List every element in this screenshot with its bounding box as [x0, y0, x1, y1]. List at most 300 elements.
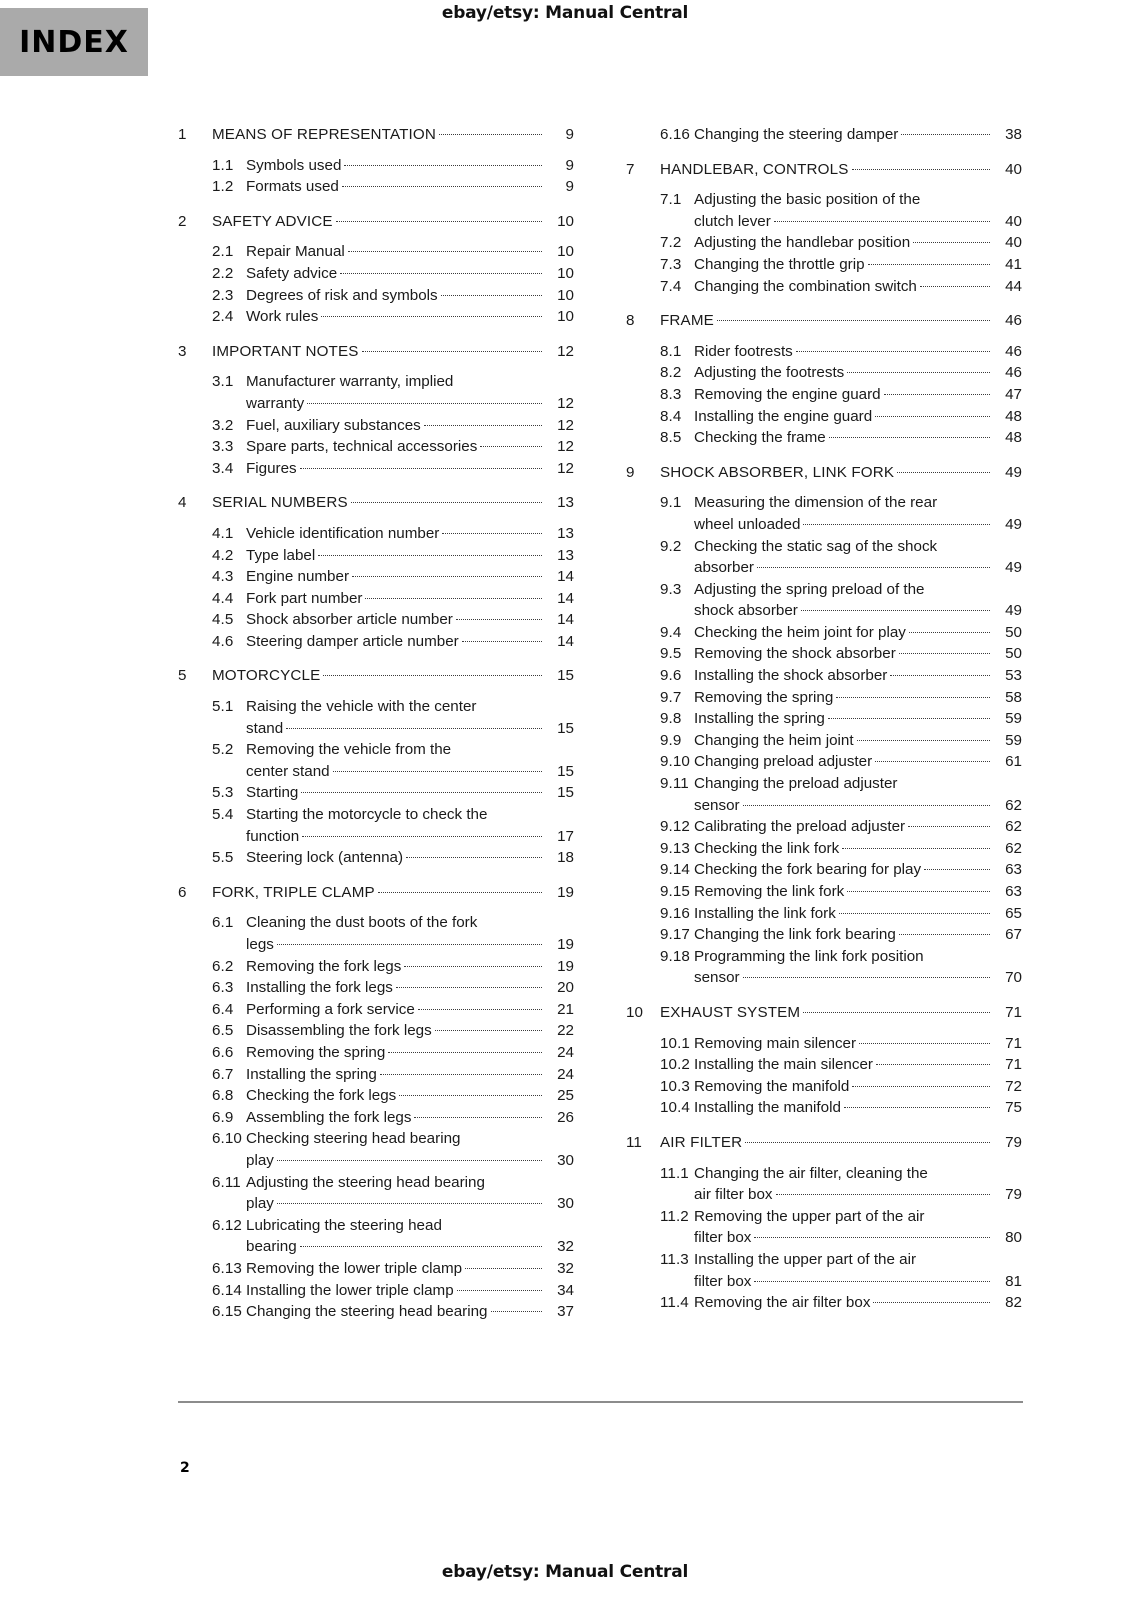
toc-entry-title: AIR FILTER: [660, 1133, 743, 1151]
toc-section-entry[interactable]: [178, 1085, 574, 1107]
toc-entry-title: FORK, TRIPLE CLAMP: [212, 883, 375, 901]
toc-entry-page: 37: [557, 1303, 574, 1321]
toc-entry-page: 59: [1005, 710, 1022, 728]
toc-entry-number: 9.4: [660, 623, 682, 641]
toc-section-entry[interactable]: [626, 406, 1022, 428]
toc-section-entry[interactable]: [178, 1258, 574, 1280]
toc-section-entry[interactable]: [178, 1215, 574, 1258]
toc-entry-page: 15: [557, 719, 574, 737]
toc-section-entry[interactable]: [178, 609, 574, 631]
toc-entry-number: 5: [178, 667, 187, 685]
toc-entry-number: 4: [178, 494, 187, 512]
toc-section-entry[interactable]: [626, 946, 1022, 989]
toc-section-entry[interactable]: [626, 838, 1022, 860]
toc-entry-number: 6.11: [212, 1173, 241, 1191]
toc-entry-number: 9.1: [660, 494, 682, 512]
toc-section-entry[interactable]: [626, 1249, 1022, 1292]
toc-entry-title: Starting: [246, 784, 299, 802]
toc-section-entry[interactable]: [178, 1020, 574, 1042]
toc-entry-title: Removing the manifold: [694, 1077, 850, 1095]
toc-entry-number: 6.3: [212, 979, 234, 997]
toc-entry-page: 49: [1005, 463, 1022, 481]
toc-section-entry[interactable]: [178, 1064, 574, 1086]
toc-section-entry[interactable]: [626, 665, 1022, 687]
toc-entry-number: 2.3: [212, 286, 234, 304]
toc-entry-number: 11.3: [660, 1250, 689, 1268]
toc-entry-page: 24: [557, 1043, 574, 1061]
toc-entry-number: 10.1: [660, 1034, 690, 1052]
toc-entry-page: 10: [557, 308, 574, 326]
toc-leader-dots: [351, 501, 542, 503]
toc-section-entry[interactable]: [178, 804, 574, 847]
toc-entry-page: 44: [1005, 277, 1022, 295]
toc-leader-dots: [277, 1159, 542, 1161]
toc-leader-dots: [418, 1008, 542, 1010]
toc-entry-title: Changing the combination switch: [694, 277, 917, 295]
toc-section-entry[interactable]: [178, 155, 574, 177]
toc-section-entry[interactable]: [178, 1042, 574, 1064]
toc-entry-title: Disassembling the fork legs: [246, 1022, 432, 1040]
toc-leader-dots: [774, 220, 990, 222]
toc-entry-page: 58: [1005, 688, 1022, 706]
toc-entry-number: 1.2: [212, 178, 234, 196]
toc-entry-title: Adjusting the footrests: [694, 364, 845, 382]
toc-entry-number: 9.16: [660, 904, 690, 922]
toc-leader-dots: [757, 566, 990, 568]
toc-section-entry[interactable]: [626, 362, 1022, 384]
toc-entry-number: 9.17: [660, 926, 690, 944]
toc-section-entry[interactable]: [626, 924, 1022, 946]
toc-entry-page: 81: [1005, 1272, 1022, 1290]
toc-entry-number: 6: [178, 883, 187, 901]
toc-leader-dots: [842, 847, 990, 849]
toc-entry-title-continued: stand: [246, 719, 284, 737]
watermark-bottom: ebay/etsy: Manual Central: [441, 1562, 689, 1582]
toc-entry-page: 46: [1005, 364, 1022, 382]
toc-leader-dots: [424, 424, 542, 426]
toc-section-entry[interactable]: [626, 341, 1022, 363]
toc-entry-page: 62: [1005, 839, 1022, 857]
toc-section-entry[interactable]: [626, 859, 1022, 881]
toc-section-entry[interactable]: [178, 782, 574, 804]
toc-entry-number: 7.3: [660, 255, 682, 273]
toc-entry-page: 12: [557, 394, 574, 412]
toc-section-entry[interactable]: [178, 523, 574, 545]
toc-section-entry[interactable]: [626, 1163, 1022, 1206]
toc-entry-title-continued: wheel unloaded: [694, 515, 801, 533]
toc-column-left: [178, 124, 574, 1323]
toc-section-entry[interactable]: [178, 588, 574, 610]
toc-leader-dots: [340, 272, 542, 274]
toc-entry-page: 10: [557, 264, 574, 282]
toc-entry-number: 2.2: [212, 264, 234, 282]
toc-entry-page: 13: [557, 524, 574, 542]
toc-section-entry[interactable]: [178, 545, 574, 567]
toc-leader-dots: [754, 1236, 990, 1238]
toc-entry-title: Changing the preload adjuster: [694, 775, 898, 793]
toc-section-entry[interactable]: [178, 176, 574, 198]
toc-entry-page: 63: [1005, 883, 1022, 900]
toc-leader-dots: [852, 1085, 990, 1087]
toc-entry-title: Removing the lower triple clamp: [246, 1259, 463, 1277]
toc-entry-page: 19: [557, 936, 574, 953]
toc-entry-title: IMPORTANT NOTES: [212, 342, 359, 360]
toc-entry-title: Rider footrests: [694, 342, 793, 360]
toc-chapter-entry[interactable]: [626, 310, 1022, 332]
toc-leader-dots: [286, 727, 542, 729]
toc-leader-dots: [396, 986, 542, 988]
toc-entry-page: 30: [557, 1195, 574, 1213]
toc-entry-title: Manufacturer warranty, implied: [246, 373, 454, 391]
toc-leader-dots: [920, 285, 990, 287]
toc-entry-number: 5.5: [212, 849, 234, 867]
toc-entry-page: 71: [1005, 1003, 1022, 1021]
toc-chapter-entry[interactable]: [178, 665, 574, 687]
toc-section-entry[interactable]: [178, 956, 574, 978]
toc-section-entry[interactable]: [626, 427, 1022, 449]
toc-entry-title-continued: function: [246, 827, 300, 845]
toc-entry-page: 34: [557, 1281, 574, 1299]
toc-entry-title-continued: sensor: [694, 969, 740, 987]
toc-section-entry[interactable]: [178, 566, 574, 588]
toc-leader-dots: [302, 835, 542, 837]
toc-entry-title: Removing the fork legs: [246, 957, 402, 975]
toc-leader-dots: [277, 943, 542, 945]
toc-entry-number: 6.5: [212, 1022, 234, 1040]
toc-entry-page: 26: [557, 1108, 574, 1126]
toc-entry-page: 20: [557, 979, 574, 997]
toc-entry-page: 9: [565, 178, 574, 196]
toc-entry-title: SAFETY ADVICE: [212, 212, 333, 230]
toc-entry-title: Raising the vehicle with the center: [246, 698, 477, 716]
toc-entry-number: 8.1: [660, 342, 682, 360]
toc-entry-number: 6.16: [660, 126, 690, 143]
toc-entry-title-continued: legs: [246, 936, 274, 953]
toc-entry-title-continued: sensor: [694, 796, 740, 814]
toc-section-entry[interactable]: [178, 847, 574, 869]
toc-entry-title: Work rules: [246, 308, 319, 326]
toc-entry-title-continued: clutch lever: [694, 212, 771, 230]
toc-entry-page: 9: [565, 156, 574, 174]
toc-entry-page: 14: [557, 632, 574, 650]
toc-section-entry[interactable]: [178, 371, 574, 414]
toc-chapter-entry[interactable]: [626, 1132, 1022, 1154]
footer-divider: [178, 1401, 1023, 1403]
toc-leader-dots: [378, 891, 542, 893]
toc-leader-dots: [277, 1202, 542, 1204]
toc-entry-page: 46: [1005, 342, 1022, 360]
toc-entry-title: Installing the spring: [246, 1065, 377, 1083]
toc-section-entry[interactable]: [626, 687, 1022, 709]
toc-entry-number: 9.6: [660, 667, 682, 685]
toc-entry-number: 4.2: [212, 546, 234, 564]
toc-section-entry[interactable]: [178, 999, 574, 1021]
toc-entry-title: Installing the engine guard: [694, 407, 873, 425]
toc-leader-dots: [300, 467, 542, 469]
toc-leader-dots: [414, 1116, 542, 1118]
toc-section-entry[interactable]: [626, 773, 1022, 816]
toc-entry-page: 49: [1005, 515, 1022, 533]
toc-section-entry[interactable]: [626, 254, 1022, 276]
toc-entry-page: 40: [1005, 234, 1022, 252]
toc-entry-title: Formats used: [246, 178, 339, 196]
toc-entry-title: Safety advice: [246, 264, 338, 282]
toc-leader-dots: [321, 315, 542, 317]
toc-entry-page: 47: [1005, 385, 1022, 403]
toc-entry-title: Steering damper article number: [246, 632, 459, 650]
toc-chapter-entry[interactable]: [626, 1002, 1022, 1024]
toc-entry-number: 3.4: [212, 459, 234, 477]
toc-section-entry[interactable]: [178, 1172, 574, 1215]
toc-entry-number: 3.1: [212, 373, 234, 391]
toc-leader-dots: [803, 523, 990, 525]
toc-section-entry[interactable]: [178, 1301, 574, 1323]
toc-entry-number: 5.1: [212, 698, 234, 716]
toc-entry-page: 59: [1005, 731, 1022, 749]
toc-entry-title: Removing the spring: [246, 1043, 386, 1061]
toc-entry-page: 63: [1005, 861, 1022, 879]
toc-entry-number: 10.4: [660, 1099, 690, 1117]
toc-entry-number: 5.2: [212, 741, 234, 759]
toc-leader-dots: [342, 185, 542, 187]
toc-leader-dots: [897, 471, 990, 473]
toc-section-entry[interactable]: [626, 384, 1022, 406]
toc-entry-page: 14: [557, 568, 574, 586]
toc-entry-title-continued: filter box: [694, 1272, 752, 1290]
watermark-top: ebay/etsy: Manual Central: [441, 3, 689, 23]
toc-entry-page: 40: [1005, 212, 1022, 230]
toc-leader-dots: [873, 1301, 990, 1303]
toc-entry-number: 4.6: [212, 632, 234, 650]
toc-entry-page: 53: [1005, 667, 1022, 685]
toc-entry-title: Calibrating the preload adjuster: [694, 818, 906, 836]
toc-leader-dots: [913, 241, 990, 243]
toc-chapter-entry[interactable]: [178, 124, 574, 146]
toc-entry-title: Starting the motorcycle to check the: [246, 806, 488, 824]
toc-entry-page: 12: [557, 438, 574, 456]
toc-entry-number: 4.5: [212, 611, 234, 629]
toc-section-entry[interactable]: [626, 1076, 1022, 1098]
toc-leader-dots: [875, 760, 990, 762]
toc-chapter-entry[interactable]: [178, 341, 574, 363]
toc-entry-title: Removing the link fork: [694, 883, 845, 900]
toc-entry-title: Fuel, auxiliary substances: [246, 416, 421, 434]
toc-entry-title: Changing preload adjuster: [694, 753, 873, 771]
toc-leader-dots: [462, 640, 542, 642]
toc-section-entry[interactable]: [626, 903, 1022, 925]
toc-leader-dots: [924, 868, 990, 870]
toc-leader-dots: [899, 933, 990, 935]
toc-leader-dots: [491, 1310, 543, 1312]
toc-entry-page: 49: [1005, 602, 1022, 620]
toc-section-entry[interactable]: [626, 124, 1022, 146]
toc-section-entry[interactable]: [178, 306, 574, 328]
toc-section-entry[interactable]: [626, 232, 1022, 254]
toc-section-entry[interactable]: [626, 536, 1022, 579]
toc-entry-number: 9.3: [660, 580, 682, 598]
toc-entry-title: Checking the frame: [694, 429, 826, 447]
toc-section-entry[interactable]: [626, 730, 1022, 752]
toc-entry-title: Vehicle identification number: [246, 524, 440, 542]
toc-section-entry[interactable]: [626, 1054, 1022, 1076]
toc-section-entry[interactable]: [626, 816, 1022, 838]
toc-entry-page: 70: [1005, 969, 1022, 987]
toc-entry-number: 6.2: [212, 957, 234, 975]
toc-section-entry[interactable]: [626, 276, 1022, 298]
toc-entry-number: 9.7: [660, 688, 682, 706]
toc-section-entry[interactable]: [626, 708, 1022, 730]
toc-entry-number: 9.8: [660, 710, 682, 728]
toc-entry-number: 8.5: [660, 429, 682, 447]
toc-section-entry[interactable]: [626, 881, 1022, 903]
toc-entry-page: 9: [565, 126, 574, 143]
toc-chapter-entry[interactable]: [178, 211, 574, 233]
toc-section-entry[interactable]: [626, 579, 1022, 622]
toc-section-entry[interactable]: [178, 263, 574, 285]
toc-section-entry[interactable]: [178, 739, 574, 782]
toc-entry-number: 6.4: [212, 1000, 234, 1018]
toc-leader-dots: [876, 1063, 990, 1065]
toc-entry-page: 13: [557, 546, 574, 564]
toc-entry-page: 41: [1005, 255, 1022, 273]
toc-chapter-entry[interactable]: [178, 882, 574, 904]
toc-entry-page: 18: [557, 849, 574, 867]
toc-entry-number: 9.5: [660, 645, 682, 663]
toc-leader-dots: [441, 294, 542, 296]
toc-entry-title: Steering lock (antenna): [246, 849, 404, 867]
toc-entry-number: 2.1: [212, 243, 234, 261]
toc-section-entry[interactable]: [178, 1280, 574, 1302]
toc-entry-title: EXHAUST SYSTEM: [660, 1003, 801, 1021]
toc-entry-title: Installing the lower triple clamp: [246, 1281, 454, 1299]
toc-entry-number: 6.13: [212, 1259, 242, 1277]
toc-entry-number: 9.14: [660, 861, 690, 879]
toc-entry-title: Degrees of risk and symbols: [246, 286, 438, 304]
toc-entry-page: 38: [1005, 126, 1022, 143]
toc-entry-title: Fork part number: [246, 589, 363, 607]
toc-entry-page: 15: [557, 784, 574, 802]
toc-section-entry[interactable]: [626, 751, 1022, 773]
toc-leader-dots: [301, 791, 542, 793]
toc-entry-number: 8.2: [660, 364, 682, 382]
toc-section-entry[interactable]: [178, 458, 574, 480]
toc-section-entry[interactable]: [626, 643, 1022, 665]
toc-section-entry[interactable]: [178, 1128, 574, 1171]
toc-entry-page: 49: [1005, 559, 1022, 577]
toc-section-entry[interactable]: [178, 696, 574, 739]
toc-entry-page: 72: [1005, 1077, 1022, 1095]
toc-chapter-entry[interactable]: [178, 492, 574, 514]
toc-entry-number: 8: [626, 312, 635, 330]
toc-entry-title: Assembling the fork legs: [246, 1108, 412, 1126]
toc-entry-page: 40: [1005, 160, 1022, 178]
toc-section-entry[interactable]: [626, 492, 1022, 535]
toc-section-entry[interactable]: [178, 415, 574, 437]
toc-entry-title: Checking the fork bearing for play: [694, 861, 922, 879]
toc-entry-number: 9.15: [660, 883, 690, 900]
toc-entry-page: 24: [557, 1065, 574, 1083]
toc-entry-title: Figures: [246, 459, 297, 477]
toc-entry-number: 9.12: [660, 818, 690, 836]
toc-entry-number: 10.3: [660, 1077, 690, 1095]
toc-section-entry[interactable]: [178, 631, 574, 653]
toc-entry-page: 19: [557, 883, 574, 901]
toc-entry-page: 14: [557, 589, 574, 607]
toc-entry-number: 6.6: [212, 1043, 234, 1061]
toc-leader-dots: [745, 1141, 990, 1143]
toc-section-entry[interactable]: [178, 241, 574, 263]
toc-section-entry[interactable]: [178, 912, 574, 955]
toc-leader-dots: [857, 739, 990, 741]
index-tab: [0, 8, 148, 76]
toc-leader-dots: [362, 350, 542, 352]
toc-entry-number: 5.4: [212, 806, 234, 824]
toc-entry-page: 79: [1005, 1186, 1022, 1204]
toc-entry-title: Checking the static sag of the shock: [694, 537, 938, 555]
toc-section-entry[interactable]: [626, 1097, 1022, 1119]
toc-entry-title-continued: play: [246, 1151, 274, 1169]
toc-entry-title: Installing the shock absorber: [694, 667, 888, 685]
toc-entry-page: 79: [1005, 1133, 1022, 1151]
toc-entry-page: 48: [1005, 429, 1022, 447]
toc-section-entry[interactable]: [178, 977, 574, 999]
toc-entry-title: Checking the heim joint for play: [694, 623, 906, 641]
toc-section-entry[interactable]: [626, 1033, 1022, 1055]
toc-chapter-entry[interactable]: [626, 462, 1022, 484]
toc-leader-dots: [348, 250, 542, 252]
toc-entry-page: 12: [557, 342, 574, 360]
toc-column-right: [626, 124, 1022, 1323]
toc-leader-dots: [456, 618, 542, 620]
toc-entry-number: 1: [178, 126, 187, 143]
toc-entry-title: Measuring the dimension of the rear: [694, 494, 938, 512]
toc-section-entry[interactable]: [626, 189, 1022, 232]
toc-entry-title: Removing the upper part of the air: [694, 1207, 925, 1225]
toc-entry-title: Repair Manual: [246, 243, 345, 261]
toc-leader-dots: [776, 1193, 991, 1195]
toc-leader-dots: [901, 133, 990, 135]
toc-entry-number: 6.10: [212, 1130, 242, 1148]
toc-section-entry[interactable]: [178, 436, 574, 458]
toc-entry-number: 6.7: [212, 1065, 234, 1083]
toc-entry-number: 11.4: [660, 1294, 689, 1312]
toc-entry-number: 3.3: [212, 438, 234, 456]
toc-entry-title: Changing the steering damper: [694, 126, 899, 143]
toc-section-entry[interactable]: [178, 1107, 574, 1129]
toc-entry-number: 4.1: [212, 524, 234, 542]
toc-section-entry[interactable]: [178, 285, 574, 307]
toc-section-entry[interactable]: [626, 622, 1022, 644]
toc-entry-number: 6.9: [212, 1108, 234, 1126]
toc-entry-page: 15: [557, 667, 574, 685]
toc-entry-title: Installing the upper part of the air: [694, 1250, 917, 1268]
toc-leader-dots: [318, 554, 542, 556]
toc-entry-page: 50: [1005, 645, 1022, 663]
toc-entry-title-continued: play: [246, 1195, 274, 1213]
toc-entry-number: 9.10: [660, 753, 690, 771]
toc-section-entry[interactable]: [626, 1292, 1022, 1314]
toc-entry-number: 7: [626, 160, 635, 178]
toc-entry-page: 71: [1005, 1056, 1022, 1074]
toc-entry-number: 9.18: [660, 947, 690, 965]
toc-section-entry[interactable]: [626, 1206, 1022, 1249]
toc-entry-page: 14: [557, 611, 574, 629]
toc-leader-dots: [839, 912, 990, 914]
toc-entry-title: Removing the vehicle from the: [246, 741, 452, 759]
toc-entry-page: 48: [1005, 407, 1022, 425]
toc-chapter-entry[interactable]: [626, 159, 1022, 181]
toc-entry-page: 30: [557, 1151, 574, 1169]
